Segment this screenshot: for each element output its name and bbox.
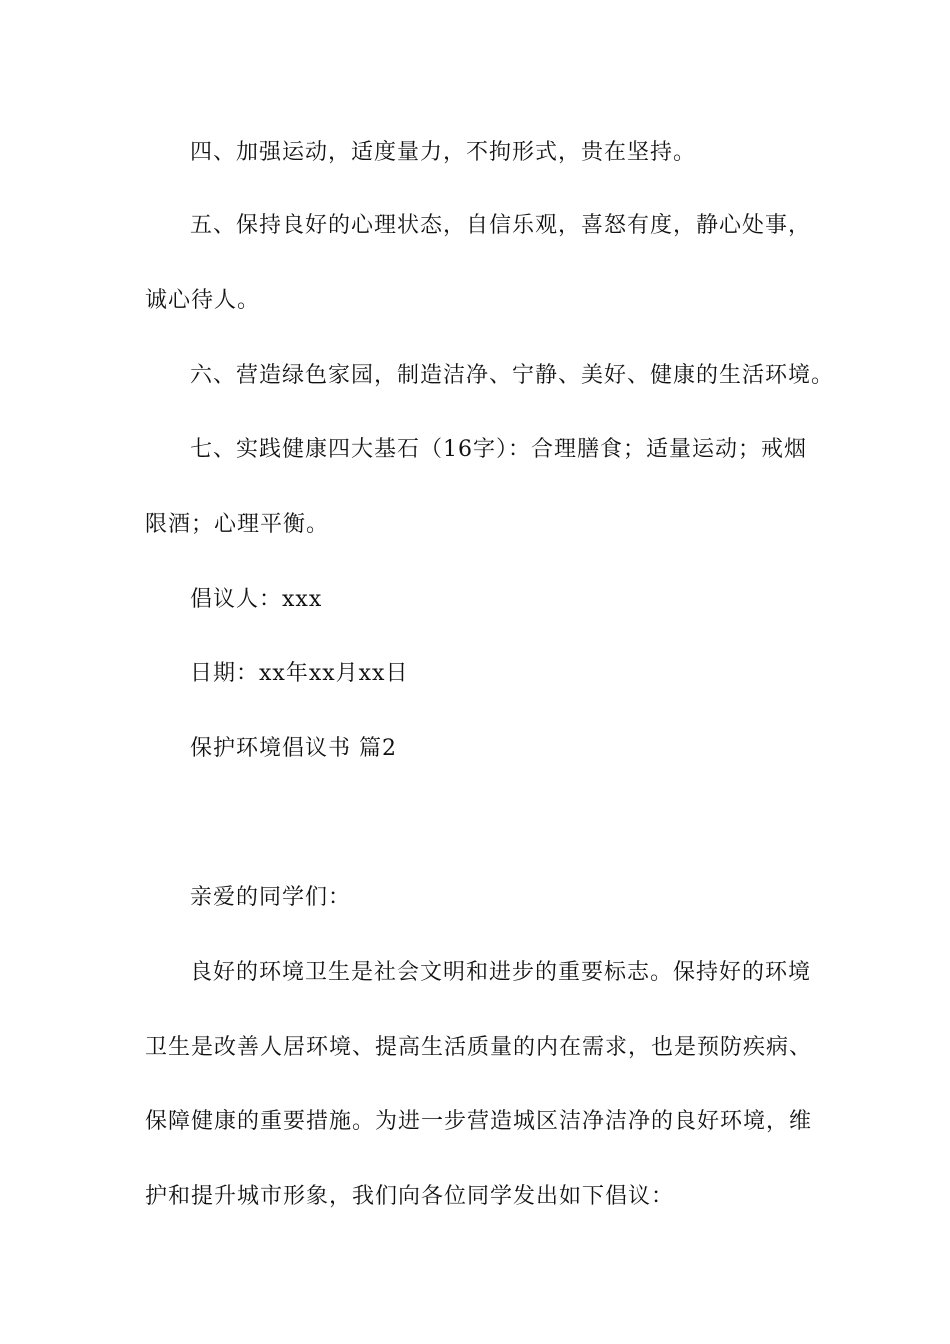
date-line: 日期：xx年xx月xx日 [190, 661, 409, 686]
paragraph-item-6: 六、营造绿色家园，制造洁净、宁静、美好、健康的生活环境。 [190, 363, 835, 388]
body-paragraph-line-2: 卫生是改善人居环境、提高生活质量的内在需求，也是预防疾病、 [145, 1035, 813, 1060]
body-paragraph-line-4: 护和提升城市形象，我们向各位同学发出如下倡议： [145, 1184, 675, 1209]
body-paragraph-line-1: 良好的环境卫生是社会文明和进步的重要标志。保持好的环境 [190, 960, 812, 985]
proposer-line: 倡议人：xxx [190, 587, 323, 612]
greeting-line: 亲爱的同学们： [190, 885, 352, 910]
paragraph-item-5: 五、保持良好的心理状态，自信乐观，喜怒有度，静心处事， [190, 213, 812, 238]
section-title: 保护环境倡议书 篇2 [190, 736, 397, 761]
paragraph-item-7: 七、实践健康四大基石（16字）：合理膳食；适量运动；戒烟 [190, 437, 807, 462]
paragraph-item-4: 四、加强运动，适度量力，不拘形式，贵在坚持。 [190, 140, 697, 165]
body-paragraph-line-3: 保障健康的重要措施。为进一步营造城区洁净洁净的良好环境，维 [145, 1109, 813, 1134]
paragraph-item-7-cont: 限酒；心理平衡。 [145, 512, 330, 537]
paragraph-item-5-cont: 诚心待人。 [145, 288, 261, 313]
